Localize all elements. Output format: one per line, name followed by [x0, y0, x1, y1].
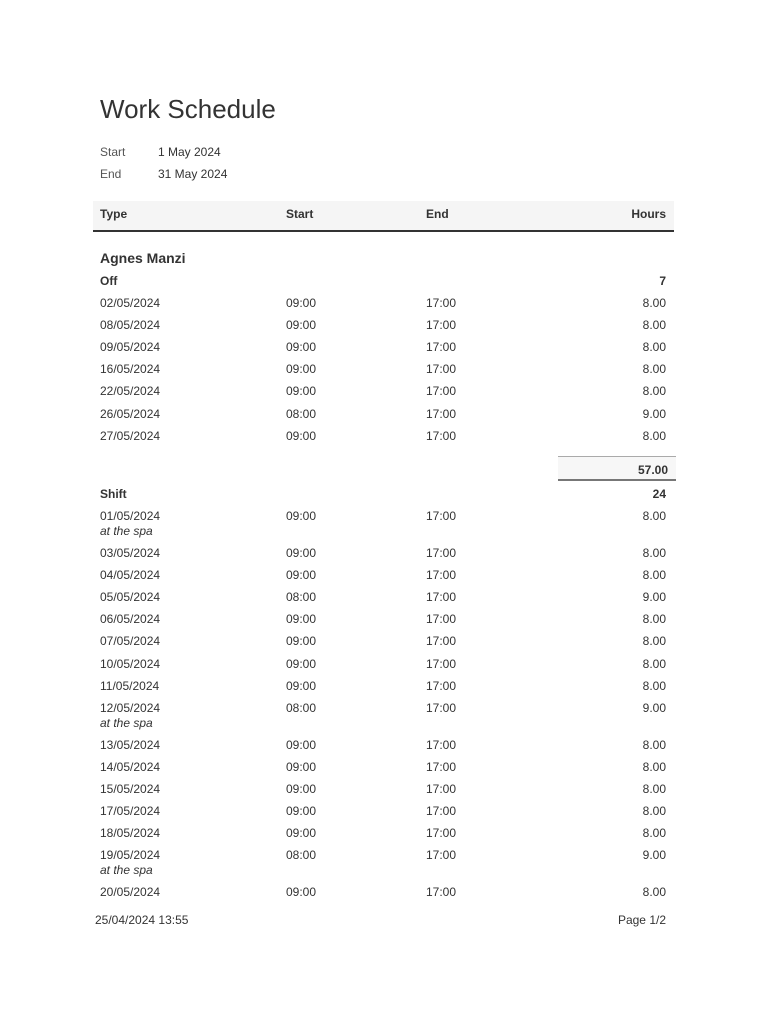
- start-time-cell: 08:00: [286, 590, 317, 605]
- end-time-cell: 17:00: [426, 700, 457, 715]
- start-time-cell: 09:00: [286, 737, 317, 752]
- hours-cell: 8.00: [642, 885, 666, 900]
- end-time-cell: 17:00: [426, 678, 457, 693]
- start-time-cell: 08:00: [286, 700, 317, 715]
- start-time-cell: 09:00: [286, 634, 317, 649]
- date-cell: [100, 509, 160, 538]
- column-header-start: Start: [286, 207, 314, 221]
- end-date-row: [100, 167, 227, 181]
- hours-cell: 9.00: [642, 700, 666, 715]
- date-cell: 22/05/2024: [100, 384, 161, 399]
- group-count: 7: [659, 274, 666, 288]
- end-label: End: [100, 167, 122, 181]
- end-time-cell: 17:00: [426, 296, 457, 310]
- date-cell: 14/05/2024: [100, 759, 161, 774]
- date-cell: 13/05/2024: [100, 737, 161, 752]
- start-time-cell: 09:00: [286, 296, 317, 310]
- start-time-cell: 09:00: [286, 656, 317, 671]
- end-time-cell: 17:00: [426, 546, 457, 560]
- date-cell: 15/05/2024: [100, 781, 161, 796]
- date-cell: 04/05/2024: [100, 568, 161, 583]
- start-label: Start: [100, 145, 126, 159]
- start-time-cell: 09:00: [286, 568, 317, 583]
- date-cell: 03/05/2024: [100, 546, 161, 560]
- date-cell: 06/05/2024: [100, 612, 161, 627]
- date-text: 01/05/2024: [100, 509, 161, 523]
- column-header-end: End: [426, 207, 449, 221]
- table-header: [93, 201, 674, 232]
- start-time-cell: 09:00: [286, 826, 317, 841]
- column-header-type: Type: [100, 207, 128, 221]
- start-time-cell: 08:00: [286, 848, 317, 863]
- date-cell: [100, 701, 160, 730]
- hours-cell: 8.00: [642, 546, 666, 560]
- hours-cell: 8.00: [642, 656, 666, 671]
- page-title: Work Schedule: [100, 94, 276, 124]
- end-time-cell: 17:00: [426, 362, 457, 377]
- date-cell: 05/05/2024: [100, 590, 161, 605]
- end-time-cell: 17:00: [426, 568, 457, 583]
- hours-cell: 8.00: [642, 737, 666, 752]
- date-cell: [100, 848, 160, 877]
- subtotal-off: [558, 456, 676, 481]
- end-time-cell: 17:00: [426, 804, 457, 818]
- start-time-cell: 09:00: [286, 362, 317, 377]
- end-time-cell: 17:00: [426, 885, 457, 900]
- end-time-cell: 17:00: [426, 848, 457, 863]
- location-note: at the spa: [100, 524, 153, 538]
- date-cell: 20/05/2024: [100, 885, 161, 900]
- start-time-cell: 09:00: [286, 428, 317, 443]
- employee-name: Agnes Manzi: [100, 250, 186, 266]
- date-cell: 08/05/2024: [100, 318, 161, 333]
- date-cell: 07/05/2024: [100, 634, 161, 649]
- date-cell: 17/05/2024: [100, 804, 161, 818]
- hours-cell: 9.00: [642, 848, 666, 863]
- date-cell: 18/05/2024: [100, 826, 161, 841]
- start-date-row: [100, 145, 221, 159]
- hours-cell: 9.00: [642, 590, 666, 605]
- date-text: 19/05/2024: [100, 848, 161, 863]
- end-time-cell: 17:00: [426, 612, 457, 627]
- end-time-cell: 17:00: [426, 759, 457, 774]
- end-time-cell: 17:00: [426, 590, 457, 605]
- start-time-cell: 09:00: [286, 546, 317, 560]
- hours-cell: 9.00: [642, 406, 666, 421]
- hours-cell: 8.00: [642, 296, 666, 310]
- location-note: at the spa: [100, 715, 153, 730]
- footer-page-number: Page 1/2: [617, 913, 666, 927]
- start-value: 1 May 2024: [158, 145, 221, 159]
- end-time-cell: 17:00: [426, 656, 457, 671]
- start-time-cell: 08:00: [286, 406, 317, 421]
- hours-cell: 8.00: [642, 781, 666, 796]
- date-cell: 09/05/2024: [100, 340, 161, 355]
- hours-cell: 8.00: [642, 362, 666, 377]
- start-time-cell: 09:00: [286, 318, 317, 333]
- date-cell: 11/05/2024: [100, 678, 160, 693]
- footer-timestamp: 25/04/2024 13:55: [95, 913, 189, 927]
- hours-cell: 8.00: [642, 678, 666, 693]
- date-cell: 26/05/2024: [100, 406, 161, 421]
- end-time-cell: 17:00: [426, 826, 457, 841]
- start-time-cell: 09:00: [286, 759, 317, 774]
- start-time-cell: 09:00: [286, 678, 317, 693]
- date-cell: 10/05/2024: [100, 656, 161, 671]
- start-time-cell: 09:00: [286, 885, 317, 900]
- end-time-cell: 17:00: [426, 406, 457, 421]
- date-cell: 27/05/2024: [100, 428, 161, 443]
- date-cell: 16/05/2024: [100, 362, 161, 377]
- date-cell: 02/05/2024: [100, 296, 161, 310]
- group-name: Off: [100, 274, 118, 288]
- hours-cell: 8.00: [642, 340, 666, 355]
- start-time-cell: 09:00: [286, 804, 317, 818]
- start-time-cell: 09:00: [286, 612, 317, 627]
- hours-cell: 8.00: [642, 826, 666, 841]
- end-time-cell: 17:00: [426, 509, 457, 523]
- date-text: 12/05/2024: [100, 700, 161, 715]
- location-note: at the spa: [100, 863, 153, 878]
- start-time-cell: 09:00: [286, 384, 317, 399]
- hours-cell: 8.00: [642, 804, 666, 818]
- start-time-cell: 09:00: [286, 509, 317, 523]
- hours-cell: 8.00: [642, 384, 666, 399]
- end-time-cell: 17:00: [426, 384, 457, 399]
- group-name: Shift: [100, 487, 127, 501]
- end-time-cell: 17:00: [426, 737, 457, 752]
- hours-cell: 8.00: [642, 318, 666, 333]
- group-count: 24: [652, 487, 666, 501]
- start-time-cell: 09:00: [286, 340, 317, 355]
- hours-cell: 8.00: [642, 634, 666, 649]
- hours-cell: 8.00: [642, 612, 666, 627]
- end-time-cell: 17:00: [426, 318, 457, 333]
- end-time-cell: 17:00: [426, 340, 457, 355]
- end-time-cell: 17:00: [426, 428, 457, 443]
- hours-cell: 8.00: [642, 568, 666, 583]
- hours-cell: 8.00: [642, 509, 666, 523]
- hours-cell: 8.00: [642, 428, 666, 443]
- end-value: 31 May 2024: [158, 167, 228, 181]
- column-header-hours: Hours: [631, 207, 666, 221]
- start-time-cell: 09:00: [286, 781, 317, 796]
- hours-cell: 8.00: [642, 759, 666, 774]
- end-time-cell: 17:00: [426, 634, 457, 649]
- end-time-cell: 17:00: [426, 781, 457, 796]
- subtotal-value: 57.00: [637, 463, 668, 477]
